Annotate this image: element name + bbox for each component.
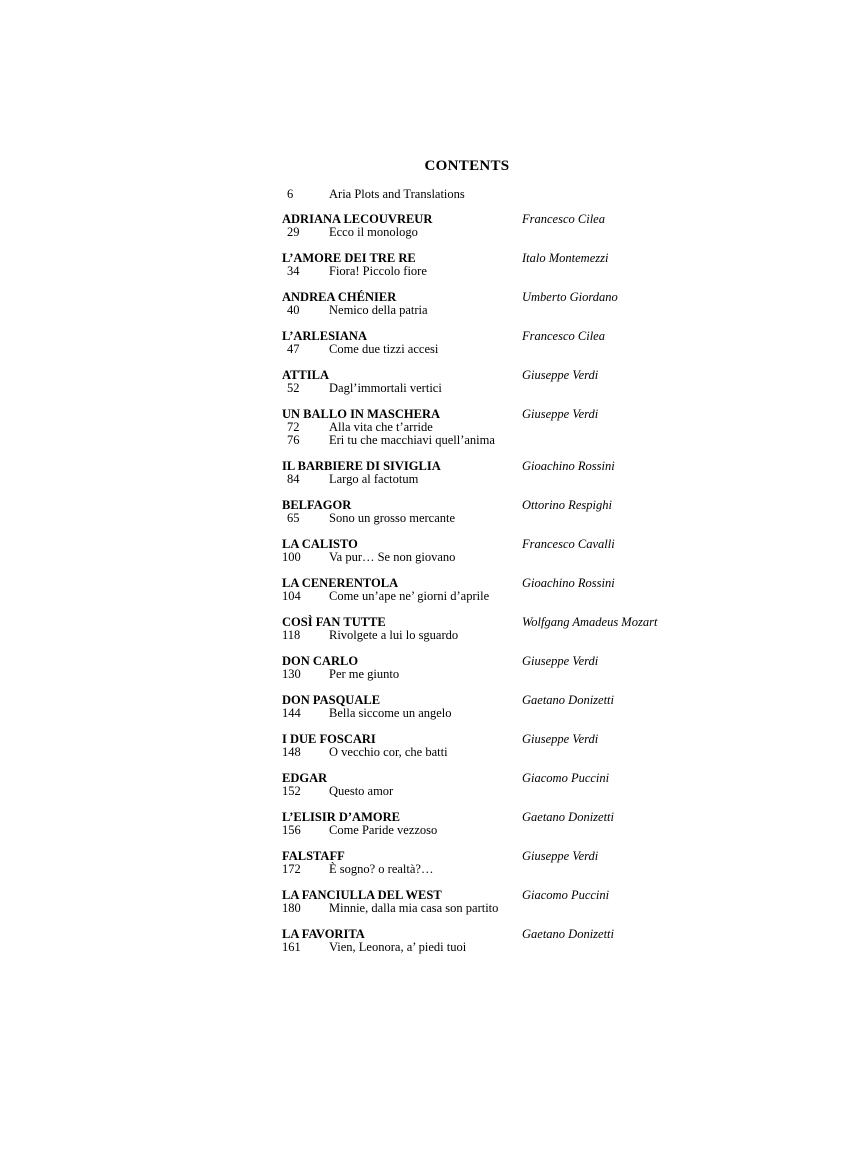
- aria-title: Eri tu che macchiavi quell’anima: [329, 433, 495, 447]
- toc-entry: [282, 655, 702, 681]
- aria-page-number: 34: [287, 264, 300, 278]
- aria-title: Nemico della patria: [329, 303, 428, 317]
- toc-entry: [282, 213, 702, 239]
- composer-name: Wolfgang Amadeus Mozart: [522, 615, 658, 629]
- opera-title: COSÌ FAN TUTTE: [282, 615, 386, 629]
- opera-title: L’AMORE DEI TRE RE: [282, 251, 416, 265]
- aria-page-number: 104: [282, 589, 301, 603]
- opera-title: BELFAGOR: [282, 498, 352, 512]
- toc-entry: [282, 694, 702, 720]
- toc-entry-header: [282, 577, 702, 590]
- aria-page-number: 52: [287, 381, 300, 395]
- toc-entry-header: [282, 889, 702, 902]
- aria-page-number: 100: [282, 550, 301, 564]
- aria-page-number: 29: [287, 225, 300, 239]
- toc-entry-header: [282, 408, 702, 421]
- aria-title: Va pur… Se non giovano: [329, 550, 456, 564]
- composer-name: Italo Montemezzi: [522, 251, 609, 265]
- opera-title: L’ARLESIANA: [282, 329, 367, 343]
- toc-entry-header: [282, 538, 702, 551]
- intro-line: [282, 187, 465, 202]
- aria-title: Dagl’immortali vertici: [329, 381, 442, 395]
- composer-name: Ottorino Respighi: [522, 498, 612, 512]
- aria-page-number: 40: [287, 303, 300, 317]
- aria-line: [282, 941, 702, 954]
- aria-page-number: 76: [287, 433, 300, 447]
- opera-title: ATTILA: [282, 368, 330, 382]
- toc-entry: [282, 616, 702, 642]
- opera-title: I DUE FOSCARI: [282, 732, 376, 746]
- aria-title: Questo amor: [329, 784, 394, 798]
- toc-entry: [282, 772, 702, 798]
- aria-title: Rivolgete a lui lo sguardo: [329, 628, 459, 642]
- composer-name: Francesco Cavalli: [522, 537, 615, 551]
- aria-line: [282, 265, 702, 278]
- aria-title: Largo al factotum: [329, 472, 419, 486]
- aria-line: [282, 707, 702, 720]
- aria-page-number: 172: [282, 862, 301, 876]
- toc-entry: [282, 577, 702, 603]
- composer-name: Francesco Cilea: [522, 329, 605, 343]
- aria-line: [282, 629, 702, 642]
- aria-title: Alla vita che t’arride: [329, 420, 433, 434]
- toc-entry-header: [282, 460, 702, 473]
- toc-entry: [282, 369, 702, 395]
- page-title: CONTENTS: [424, 158, 510, 174]
- aria-line: [282, 551, 702, 564]
- aria-line: [282, 343, 702, 356]
- composer-name: Giacomo Puccini: [522, 888, 610, 902]
- opera-title: EDGAR: [282, 771, 328, 785]
- opera-title: DON CARLO: [282, 654, 359, 668]
- toc-entry-header: [282, 772, 702, 785]
- toc-entry-header: [282, 330, 702, 343]
- composer-name: Giuseppe Verdi: [522, 849, 599, 863]
- aria-page-number: 72: [287, 420, 300, 434]
- opera-title: LA FANCIULLA DEL WEST: [282, 888, 442, 902]
- opera-title: ANDREA CHÉNIER: [282, 290, 397, 304]
- opera-title: L’ELISIR D’AMORE: [282, 810, 400, 824]
- aria-page-number: 47: [287, 342, 300, 356]
- aria-line: [282, 785, 702, 798]
- toc-entry: [282, 733, 702, 759]
- aria-line: [282, 590, 702, 603]
- composer-name: Giuseppe Verdi: [522, 732, 599, 746]
- toc-entry: [282, 538, 702, 564]
- toc-entry: [282, 499, 702, 525]
- aria-title: Vien, Leonora, a’ piedi tuoi: [329, 940, 467, 954]
- aria-page-number: 148: [282, 745, 301, 759]
- opera-title: UN BALLO IN MASCHERA: [282, 407, 441, 421]
- aria-line: [282, 902, 702, 915]
- aria-title: Fiora! Piccolo fiore: [329, 264, 427, 278]
- toc-entry-header: [282, 369, 702, 382]
- opera-title: IL BARBIERE DI SIVIGLIA: [282, 459, 441, 473]
- aria-title: Bella siccome un angelo: [329, 706, 452, 720]
- toc-entry: [282, 850, 702, 876]
- composer-name: Gioachino Rossini: [522, 459, 615, 473]
- toc-entry: [282, 252, 702, 278]
- toc-entry: [282, 811, 702, 837]
- toc-entry-header: [282, 499, 702, 512]
- aria-page-number: 144: [282, 706, 301, 720]
- composer-name: Giuseppe Verdi: [522, 368, 599, 382]
- toc-entry: [282, 889, 702, 915]
- aria-page-number: 161: [282, 940, 301, 954]
- opera-title: LA CENERENTOLA: [282, 576, 399, 590]
- aria-line: [282, 746, 702, 759]
- composer-name: Francesco Cilea: [522, 212, 605, 226]
- aria-line: [282, 434, 702, 447]
- aria-line: [282, 382, 702, 395]
- composer-name: Umberto Giordano: [522, 290, 618, 304]
- toc-entry-header: [282, 733, 702, 746]
- aria-title: Come Paride vezzoso: [329, 823, 438, 837]
- aria-line: [282, 863, 702, 876]
- opera-title: LA CALISTO: [282, 537, 358, 551]
- opera-title: LA FAVORITA: [282, 927, 365, 941]
- opera-title: ADRIANA LECOUVREUR: [282, 212, 433, 226]
- composer-name: Gaetano Donizetti: [522, 693, 615, 707]
- aria-title: O vecchio cor, che batti: [329, 745, 448, 759]
- aria-line: [282, 668, 702, 681]
- composer-name: Gioachino Rossini: [522, 576, 615, 590]
- aria-title: Come due tizzi accesi: [329, 342, 439, 356]
- toc-entry-header: [282, 811, 702, 824]
- toc-entry-header: [282, 213, 702, 226]
- aria-title: Come un’ape ne’ giorni d’aprile: [329, 589, 490, 603]
- composer-name: Giuseppe Verdi: [522, 654, 599, 668]
- aria-page-number: 118: [282, 628, 301, 642]
- aria-title: Minnie, dalla mia casa son partito: [329, 901, 499, 915]
- aria-line: [282, 824, 702, 837]
- toc-entry-header: [282, 291, 702, 304]
- toc-entry-header: [282, 616, 702, 629]
- intro-page-number: 6: [287, 187, 294, 201]
- toc-entry: [282, 330, 702, 356]
- toc-entry: [282, 928, 702, 954]
- toc-entry-header: [282, 928, 702, 941]
- aria-page-number: 152: [282, 784, 301, 798]
- toc-entry: [282, 291, 702, 317]
- composer-name: Gaetano Donizetti: [522, 927, 615, 941]
- toc-entry: [282, 460, 702, 486]
- aria-title: Ecco il monologo: [329, 225, 418, 239]
- aria-line: [282, 473, 702, 486]
- aria-line: [282, 304, 702, 317]
- aria-page-number: 84: [287, 472, 300, 486]
- composer-name: Giacomo Puccini: [522, 771, 610, 785]
- aria-title: Per me giunto: [329, 667, 400, 681]
- opera-title: FALSTAFF: [282, 849, 345, 863]
- aria-page-number: 180: [282, 901, 301, 915]
- toc-entry: [282, 408, 702, 447]
- aria-page-number: 65: [287, 511, 300, 525]
- aria-page-number: 130: [282, 667, 301, 681]
- toc-entry-header: [282, 694, 702, 707]
- composer-name: Gaetano Donizetti: [522, 810, 615, 824]
- toc-entry-header: [282, 252, 702, 265]
- toc-entry-header: [282, 655, 702, 668]
- composer-name: Giuseppe Verdi: [522, 407, 599, 421]
- aria-page-number: 156: [282, 823, 301, 837]
- aria-line: [282, 226, 702, 239]
- intro-label: Aria Plots and Translations: [329, 187, 465, 201]
- opera-title: DON PASQUALE: [282, 693, 381, 707]
- aria-line: [282, 512, 702, 525]
- toc-entry-header: [282, 850, 702, 863]
- aria-title: È sogno? o realtà?…: [329, 862, 434, 876]
- aria-title: Sono un grosso mercante: [329, 511, 456, 525]
